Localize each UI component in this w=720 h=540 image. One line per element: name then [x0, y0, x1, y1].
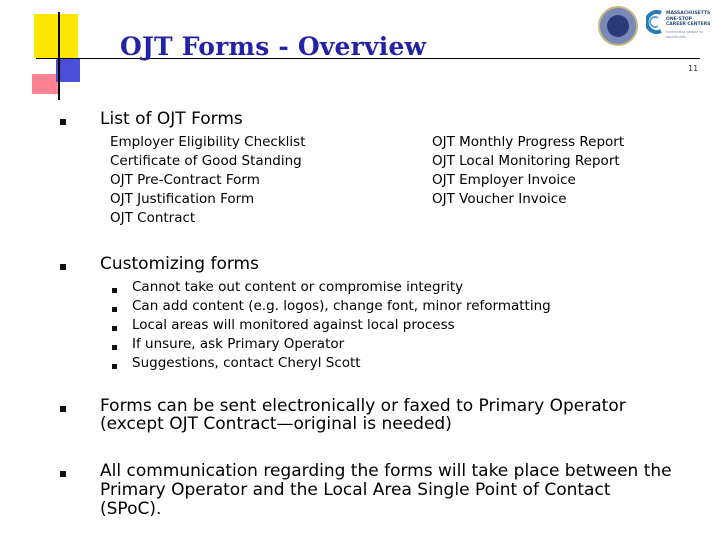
list-item: OJT Voucher Invoice	[432, 191, 567, 207]
list-item: OJT Contract	[110, 210, 196, 226]
vertical-rule	[58, 12, 60, 100]
list-item: OJT Pre-Contract Form	[110, 172, 260, 188]
communication-line-3: (SPoC).	[100, 499, 162, 519]
customizing-heading: Customizing forms	[100, 254, 259, 274]
bullet-square	[60, 264, 66, 270]
sub-bullet-square	[112, 345, 117, 350]
list-item: Certificate of Good Standing	[110, 153, 302, 169]
career-centers-logo-text	[666, 11, 718, 41]
career-centers-logo-icon	[646, 10, 664, 34]
sub-bullet-square	[112, 288, 117, 293]
slide-title: OJT Forms - Overview	[120, 32, 427, 61]
list-item: OJT Local Monitoring Report	[432, 153, 620, 169]
bullet-square	[60, 471, 66, 477]
customizing-item: Local areas will monitored against local process	[132, 317, 455, 333]
forms-list-right	[432, 133, 624, 209]
customizing-item: Can add content (e.g. logos), change font, minor reformatting	[132, 298, 551, 314]
list-item: OJT Monthly Progress Report	[432, 134, 625, 150]
sub-bullet-square	[112, 364, 117, 369]
page-number: 11	[688, 64, 699, 73]
yellow-accent-square	[34, 14, 78, 58]
bullet-square	[60, 406, 66, 412]
list-item: OJT Employer Invoice	[432, 172, 576, 188]
list-item: Employer Eligibility Checklist	[110, 134, 306, 150]
logo-line-1: MASSACHUSETTS	[666, 11, 711, 16]
sub-bullet-square	[112, 326, 117, 331]
communication-line-2: Primary Operator and the Local Area Single Point of Contact	[100, 480, 611, 500]
logo-line-3: CAREER CENTERS	[666, 22, 711, 27]
massachusetts-seal-icon	[598, 6, 638, 46]
logo-tagline: connecting people to opportunity	[666, 29, 703, 39]
electronic-line-1: Forms can be sent electronically or faxed to Primary Operator	[100, 396, 626, 416]
pink-accent-square	[32, 74, 58, 94]
sub-bullet-square	[112, 307, 117, 312]
communication-line-1: All communication regarding the forms will take place between the	[100, 461, 672, 481]
bullet-square	[60, 119, 66, 125]
customizing-item: Suggestions, contact Cheryl Scott	[132, 355, 361, 371]
electronic-line-2: (except OJT Contract—original is needed)	[100, 414, 452, 434]
forms-list-left	[110, 133, 306, 228]
customizing-item: If unsure, ask Primary Operator	[132, 336, 345, 352]
list-heading: List of OJT Forms	[100, 109, 243, 129]
customizing-item: Cannot take out content or compromise integrity	[132, 279, 464, 295]
logo-line-2: ONE-STOP	[666, 16, 692, 22]
list-item: OJT Justification Form	[110, 191, 255, 207]
